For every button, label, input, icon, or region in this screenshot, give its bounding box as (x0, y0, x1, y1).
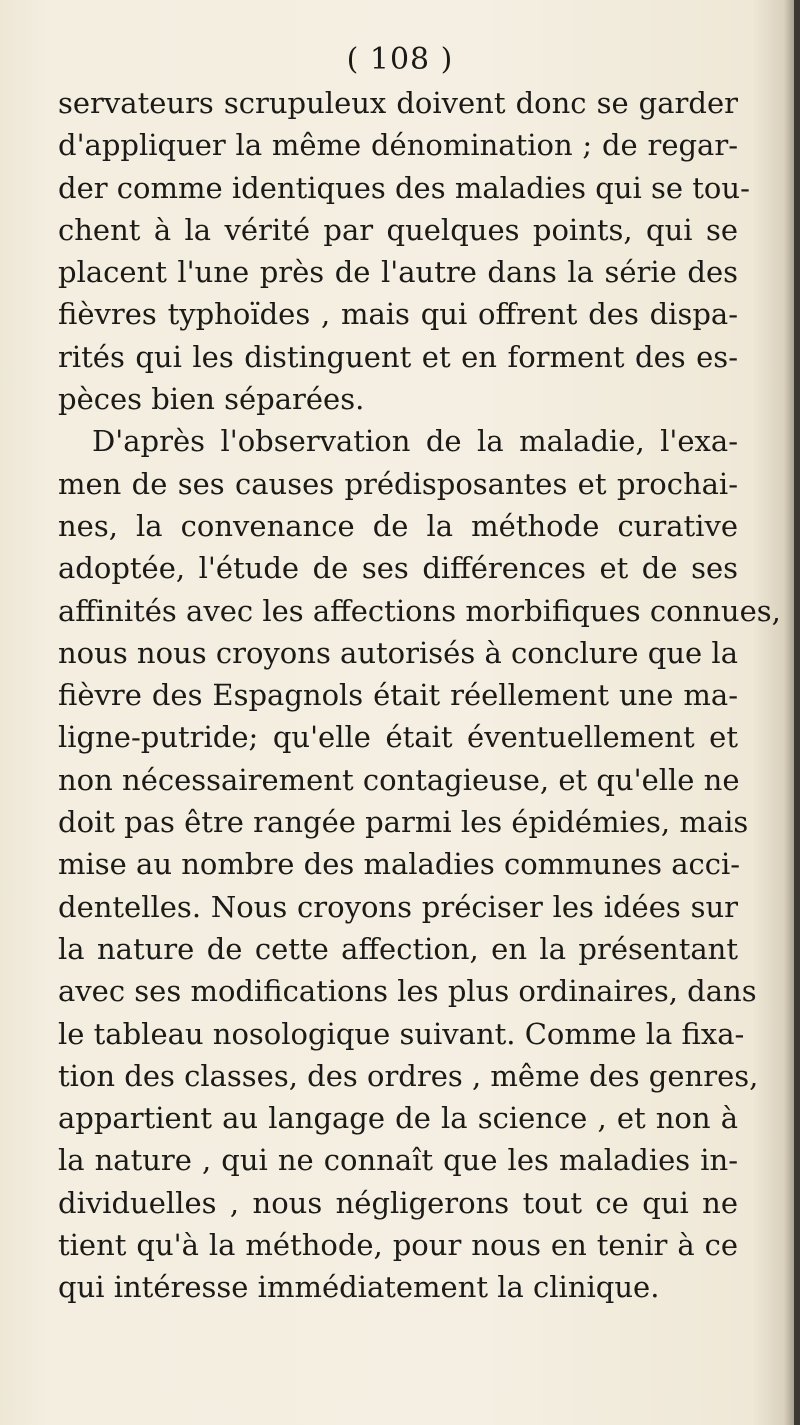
text-line: qui intéresse immédiatement la clinique. (58, 1270, 660, 1305)
text-line: adoptée, l'étude de ses différences et de ses (58, 551, 738, 586)
text-line: doit pas être rangée parmi les épidémies, mais (58, 805, 749, 840)
text-line: dentelles. Nous croyons préciser les idées sur (58, 889, 738, 924)
text-line: appartient au langage de la science , et non à (58, 1101, 738, 1136)
text-line: nous nous croyons autorisés à conclure que la (58, 635, 738, 670)
text-line: ligne-putride; qu'elle était éventuellement et (58, 720, 738, 755)
text-line: non nécessairement contagieuse, et qu'elle ne (58, 762, 740, 797)
text-line: avec ses modifications les plus ordinaires, dans (58, 974, 757, 1009)
text-line: la nature de cette affection, en la présentant (58, 931, 738, 966)
text-line: mise au nombre des maladies communes acci- (58, 847, 741, 882)
text-line: servateurs scrupuleux doivent donc se garder (58, 86, 738, 120)
text-line: nes, la convenance de la méthode curative (58, 508, 738, 543)
text-line: rités qui les distinguent et en forment des es- (58, 339, 738, 374)
paragraph (58, 82, 750, 420)
paragraph (58, 420, 781, 1308)
text-line: chent à la vérité par quelques points, qui se (58, 212, 738, 247)
text-line: men de ses causes prédisposantes et prochai- (58, 466, 738, 501)
text-line: le tableau nosologique suivant. Comme la fixa- (58, 1016, 745, 1051)
text-line: la nature , qui ne connaît que les maladies in- (58, 1143, 738, 1178)
page-number: ( 108 ) (346, 42, 454, 77)
text-line: dividuelles , nous négligerons tout ce qui ne (58, 1185, 738, 1220)
text-line: tion des classes, des ordres , même des genres, (58, 1058, 759, 1093)
text-line: d'appliquer la même dénomination ; de regar- (58, 128, 738, 163)
text-line: D'après l'observation de la maladie, l'exa- (92, 424, 738, 459)
text-line: fièvre des Espagnols était réellement une ma- (58, 678, 738, 713)
body-text (58, 82, 781, 1309)
text-line: der comme identiques des maladies qui se tou- (58, 170, 750, 205)
text-line: tient qu'à la méthode, pour nous en tenir à ce (58, 1228, 738, 1263)
text-line: fièvres typhoïdes , mais qui offrent des dispa- (58, 297, 738, 332)
page-edge-shadow (794, 0, 800, 1425)
text-line: pèces bien séparées. (58, 382, 365, 417)
text-line: affinités avec les affections morbifiques connues, (58, 593, 781, 628)
text-line: placent l'une près de l'autre dans la série des (58, 255, 738, 290)
